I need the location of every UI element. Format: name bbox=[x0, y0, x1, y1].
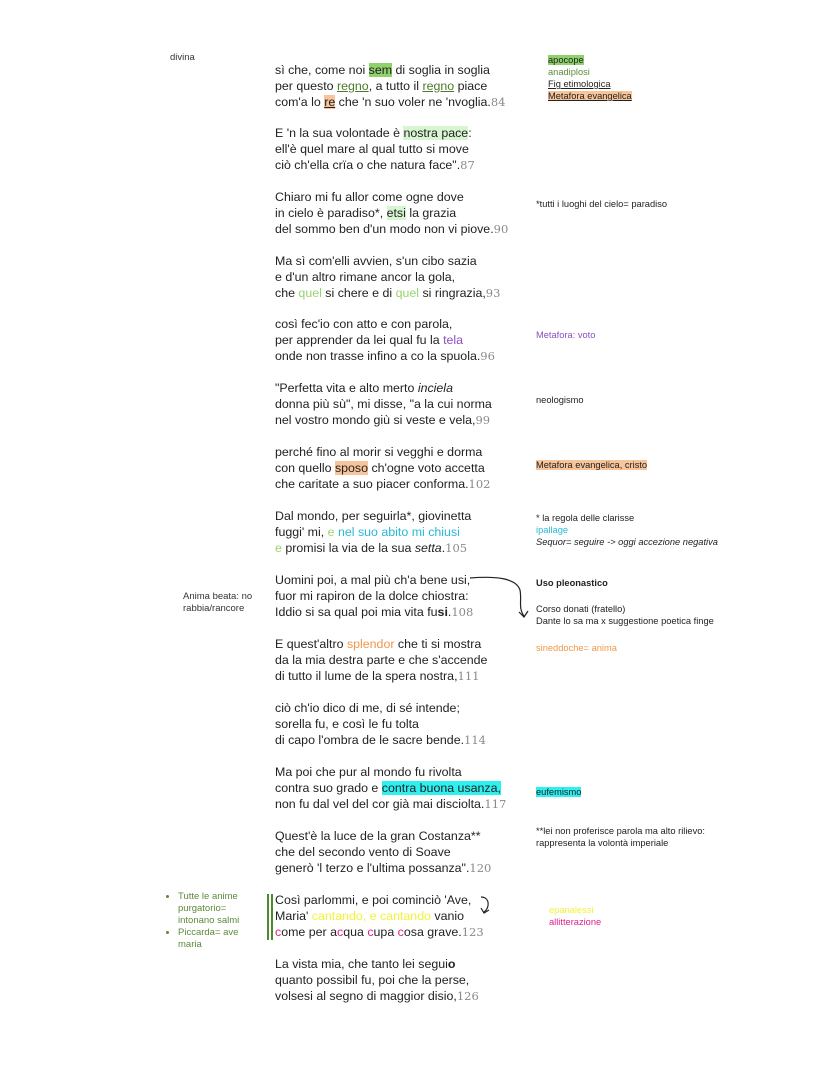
highlight-setta: setta bbox=[414, 541, 442, 555]
highlight-apocope: sem bbox=[368, 63, 393, 77]
verse-text: E quest'altro bbox=[275, 637, 347, 651]
highlight-quel: quel bbox=[395, 286, 419, 300]
verse-text: ciò ch'ella crïa o che natura face". bbox=[275, 158, 461, 172]
verse-text: che bbox=[275, 286, 299, 300]
verse-text: del sommo ben d'un modo non vi piove. bbox=[275, 222, 494, 236]
note-anadiplosi: anadiplosi bbox=[548, 67, 590, 77]
highlight-anadiplosi: regno bbox=[337, 79, 369, 93]
verse-text: sorella fu, e così le fu tolta bbox=[275, 717, 419, 731]
verse-text: di capo l'ombra de le sacre bende. bbox=[275, 733, 465, 747]
verse-text: E 'n la sua volontade è bbox=[275, 126, 404, 140]
verse-text: e d'un altro rimane ancor la gola, bbox=[275, 270, 456, 284]
note-allitterazione: allitterazione bbox=[549, 917, 602, 927]
highlight-inciela: inciela bbox=[417, 381, 453, 395]
highlight-ipallage: nel suo abito mi chiusi bbox=[334, 525, 460, 539]
note-sequor: Sequor= seguire -> oggi accezione negativa bbox=[536, 537, 718, 547]
note-99: neologismo bbox=[536, 395, 584, 405]
stanza-99 bbox=[275, 380, 492, 428]
note-123 bbox=[549, 904, 601, 928]
note-regola: * la regola delle clarisse bbox=[536, 513, 635, 523]
highlight-epanalessi: cantando, e cantando bbox=[311, 909, 431, 923]
stanza-87 bbox=[275, 125, 475, 173]
note-fig-etimologica: Fig etimologica bbox=[548, 79, 611, 89]
line-number: 105 bbox=[445, 541, 468, 555]
verse-text: "Perfetta vita e alto merto bbox=[275, 381, 418, 395]
verse-text: Maria' bbox=[275, 909, 312, 923]
verse-text: osa grave. bbox=[403, 925, 462, 939]
verse-text: . bbox=[441, 541, 446, 555]
stanza-126 bbox=[275, 956, 479, 1004]
verse-text: . bbox=[447, 605, 452, 619]
verse-text: ch'ogne voto accetta bbox=[368, 461, 485, 475]
left-note-bullets bbox=[164, 891, 264, 951]
verse-text: fuor mi rapiron de la dolce chiostra: bbox=[275, 589, 469, 603]
verse-text: com'a lo bbox=[275, 95, 325, 109]
note-111: sineddoche= anima bbox=[536, 643, 617, 653]
bullet-item: • Tutte le anime purgatorio= intonano salmi bbox=[178, 891, 264, 927]
note-117 bbox=[536, 786, 581, 798]
highlight-allitterazione: c bbox=[337, 925, 344, 939]
stanza-108 bbox=[275, 572, 473, 620]
verse-text: Ma sì com'elli avvien, s'un cibo sazia bbox=[275, 254, 477, 268]
line-number: 120 bbox=[469, 861, 492, 875]
line-number: 108 bbox=[451, 605, 474, 619]
verse-text: promisi la via de la sua bbox=[281, 541, 415, 555]
note-ipallage: ipallage bbox=[536, 525, 569, 535]
stanza-84 bbox=[275, 62, 505, 110]
note-108 bbox=[536, 603, 714, 627]
highlight-o: o bbox=[447, 957, 456, 971]
verse-text: volsesi al segno di maggior disio, bbox=[275, 989, 457, 1003]
bullet-item: • Piccarda= ave maria bbox=[178, 927, 264, 951]
stanza-114 bbox=[275, 700, 486, 748]
verse-text: donna più sù", mi disse, "a la cui norma bbox=[275, 397, 492, 411]
verse-text: : bbox=[468, 126, 472, 140]
highlight-splendor: splendor bbox=[346, 637, 395, 651]
note-apocope: apocope bbox=[548, 55, 584, 65]
verse-text: che ti si mostra bbox=[394, 637, 482, 651]
verse-text: la grazia bbox=[405, 206, 457, 220]
verse-text: con quello bbox=[275, 461, 335, 475]
verse-text: vanio bbox=[430, 909, 465, 923]
verse-text: da la mia destra parte e che s'accende bbox=[275, 653, 488, 667]
note-105 bbox=[536, 512, 718, 548]
verse-text: sì che, come noi bbox=[275, 63, 369, 77]
verse-text: onde non trasse infino a co la spuola. bbox=[275, 349, 481, 363]
verse-text: si ringrazia, bbox=[419, 286, 486, 300]
line-number: 87 bbox=[460, 158, 475, 172]
stanza-90 bbox=[275, 189, 508, 237]
verse-text: per questo bbox=[275, 79, 337, 93]
verse-text: che del secondo vento di Soave bbox=[275, 845, 451, 859]
line-number: 111 bbox=[457, 669, 480, 683]
left-note-anima bbox=[183, 591, 252, 615]
line-number: 99 bbox=[475, 413, 491, 427]
left-note-line: Anima beata: no bbox=[183, 591, 253, 602]
line-number: 123 bbox=[461, 925, 484, 939]
verse-text: contra suo grado e bbox=[275, 781, 382, 795]
line-number: 93 bbox=[485, 286, 501, 300]
verse-text: Dal mondo, per seguirla*, giovinetta bbox=[275, 509, 472, 523]
verse-text: ciò ch'io dico di me, di sé intende; bbox=[275, 701, 460, 715]
verse-text: si chere e di bbox=[321, 286, 396, 300]
highlight-metafora: re bbox=[324, 95, 336, 109]
stanza-123 bbox=[275, 892, 484, 940]
highlight-quel: quel bbox=[298, 286, 322, 300]
note-metafora-evangelica: Metafora evangelica bbox=[548, 91, 632, 101]
verse-text: per apprender da lei qual fu la bbox=[275, 333, 444, 347]
note-84 bbox=[548, 54, 632, 102]
verse-text: generò 'l terzo e l'ultima possanza". bbox=[275, 861, 470, 875]
return-arrow-icon bbox=[478, 894, 494, 920]
verse-text: Uomini poi, a mal più ch'a bene usi, bbox=[275, 573, 471, 587]
highlight-eufemismo: contra buona usanza, bbox=[381, 781, 501, 795]
line-number: 96 bbox=[480, 349, 495, 363]
line-number: 126 bbox=[456, 989, 479, 1003]
highlight-etsi: etsi bbox=[386, 206, 406, 220]
verse-text: di soglia in soglia bbox=[392, 63, 490, 77]
verse-text: così fec'io con atto e con parola, bbox=[275, 317, 453, 331]
highlight-si: si bbox=[437, 605, 448, 619]
highlight-tela: tela bbox=[443, 333, 464, 347]
note-metafora-cristo: Metafora evangelica, cristo bbox=[536, 460, 648, 470]
line-number: 114 bbox=[464, 733, 486, 747]
highlight-allitterazione: c bbox=[397, 925, 404, 939]
stanza-120 bbox=[275, 828, 491, 876]
verse-text: piace bbox=[454, 79, 488, 93]
note-120 bbox=[536, 825, 705, 849]
verse-text: , a tutto il bbox=[368, 79, 423, 93]
stanza-93 bbox=[275, 253, 500, 301]
verse-text: ell'è quel mare al qual tutto si move bbox=[275, 142, 469, 156]
stanza-96 bbox=[275, 316, 495, 364]
margin-bar bbox=[271, 894, 273, 940]
line-number: 117 bbox=[484, 797, 507, 811]
highlight-anadiplosi: regno bbox=[422, 79, 455, 93]
note-102 bbox=[536, 459, 647, 471]
verse-text: Così parlommi, e poi cominciò 'Ave, bbox=[275, 893, 472, 907]
note-corso: Corso donati (fratello) bbox=[536, 604, 626, 614]
note-96: Metafora: voto bbox=[536, 330, 596, 340]
margin-bar bbox=[267, 894, 269, 940]
verse-text: Quest'è la luce de la gran Costanza** bbox=[275, 829, 481, 843]
note-eufemismo: eufemismo bbox=[536, 787, 582, 797]
verse-text: nel vostro mondo giù si veste e vela, bbox=[275, 413, 476, 427]
stanza-102 bbox=[275, 444, 490, 492]
note-volonta: rappresenta la volontà imperiale bbox=[536, 838, 669, 848]
verse-text: perché fino al morir si vegghi e dorma bbox=[275, 445, 483, 459]
line-number: 84 bbox=[490, 95, 506, 109]
verse-text: qua bbox=[343, 925, 368, 939]
verse-text: La vista mia, che tanto lei segui bbox=[275, 957, 448, 971]
note-costanza: **lei non proferisce parola ma alto rilievo: bbox=[536, 826, 705, 836]
verse-text: di tutto il lume de la spera nostra, bbox=[275, 669, 458, 683]
note-dante: Dante lo sa ma x suggestione poetica finge bbox=[536, 616, 714, 626]
header-label: divina bbox=[170, 52, 195, 63]
verse-text: che 'n suo voler ne 'nvoglia. bbox=[335, 95, 491, 109]
highlight-e: e bbox=[327, 525, 335, 539]
verse-text: Chiaro mi fu allor come ogne dove bbox=[275, 190, 464, 204]
highlight-allitterazione: c bbox=[367, 925, 374, 939]
verse-text: quanto possibil fu, poi che la perse, bbox=[275, 973, 470, 987]
verse-text: ome per a bbox=[281, 925, 337, 939]
verse-text: Ma poi che pur al mondo fu rivolta bbox=[275, 765, 462, 779]
note-90: *tutti i luoghi del cielo= paradiso bbox=[536, 199, 668, 209]
line-number: 102 bbox=[468, 477, 491, 491]
verse-text: in cielo è paradiso*, bbox=[275, 206, 387, 220]
stanza-111 bbox=[275, 636, 487, 684]
verse-text: fuggi' mi, bbox=[275, 525, 328, 539]
stanza-105 bbox=[275, 508, 471, 556]
verse-text: upa bbox=[373, 925, 398, 939]
curved-arrow-icon bbox=[466, 572, 536, 624]
highlight-nostra-pace: nostra pace bbox=[403, 126, 469, 140]
highlight-sposo: sposo bbox=[334, 461, 369, 475]
verse-text: che caritate a suo piacer conforma. bbox=[275, 477, 469, 491]
line-number: 90 bbox=[493, 222, 509, 236]
highlight-allitterazione: c bbox=[275, 925, 282, 939]
highlight-e: e bbox=[275, 541, 282, 555]
stanza-117 bbox=[275, 764, 506, 812]
left-note-line: rabbia/rancore bbox=[183, 603, 245, 614]
verse-text: non fu dal vel del cor già mai disciolta. bbox=[275, 797, 485, 811]
note-108-title: Uso pleonastico bbox=[536, 578, 608, 588]
verse-text: Iddio si sa qual poi mia vita fu bbox=[275, 605, 438, 619]
note-epanalessi: epanalessi bbox=[549, 905, 594, 915]
